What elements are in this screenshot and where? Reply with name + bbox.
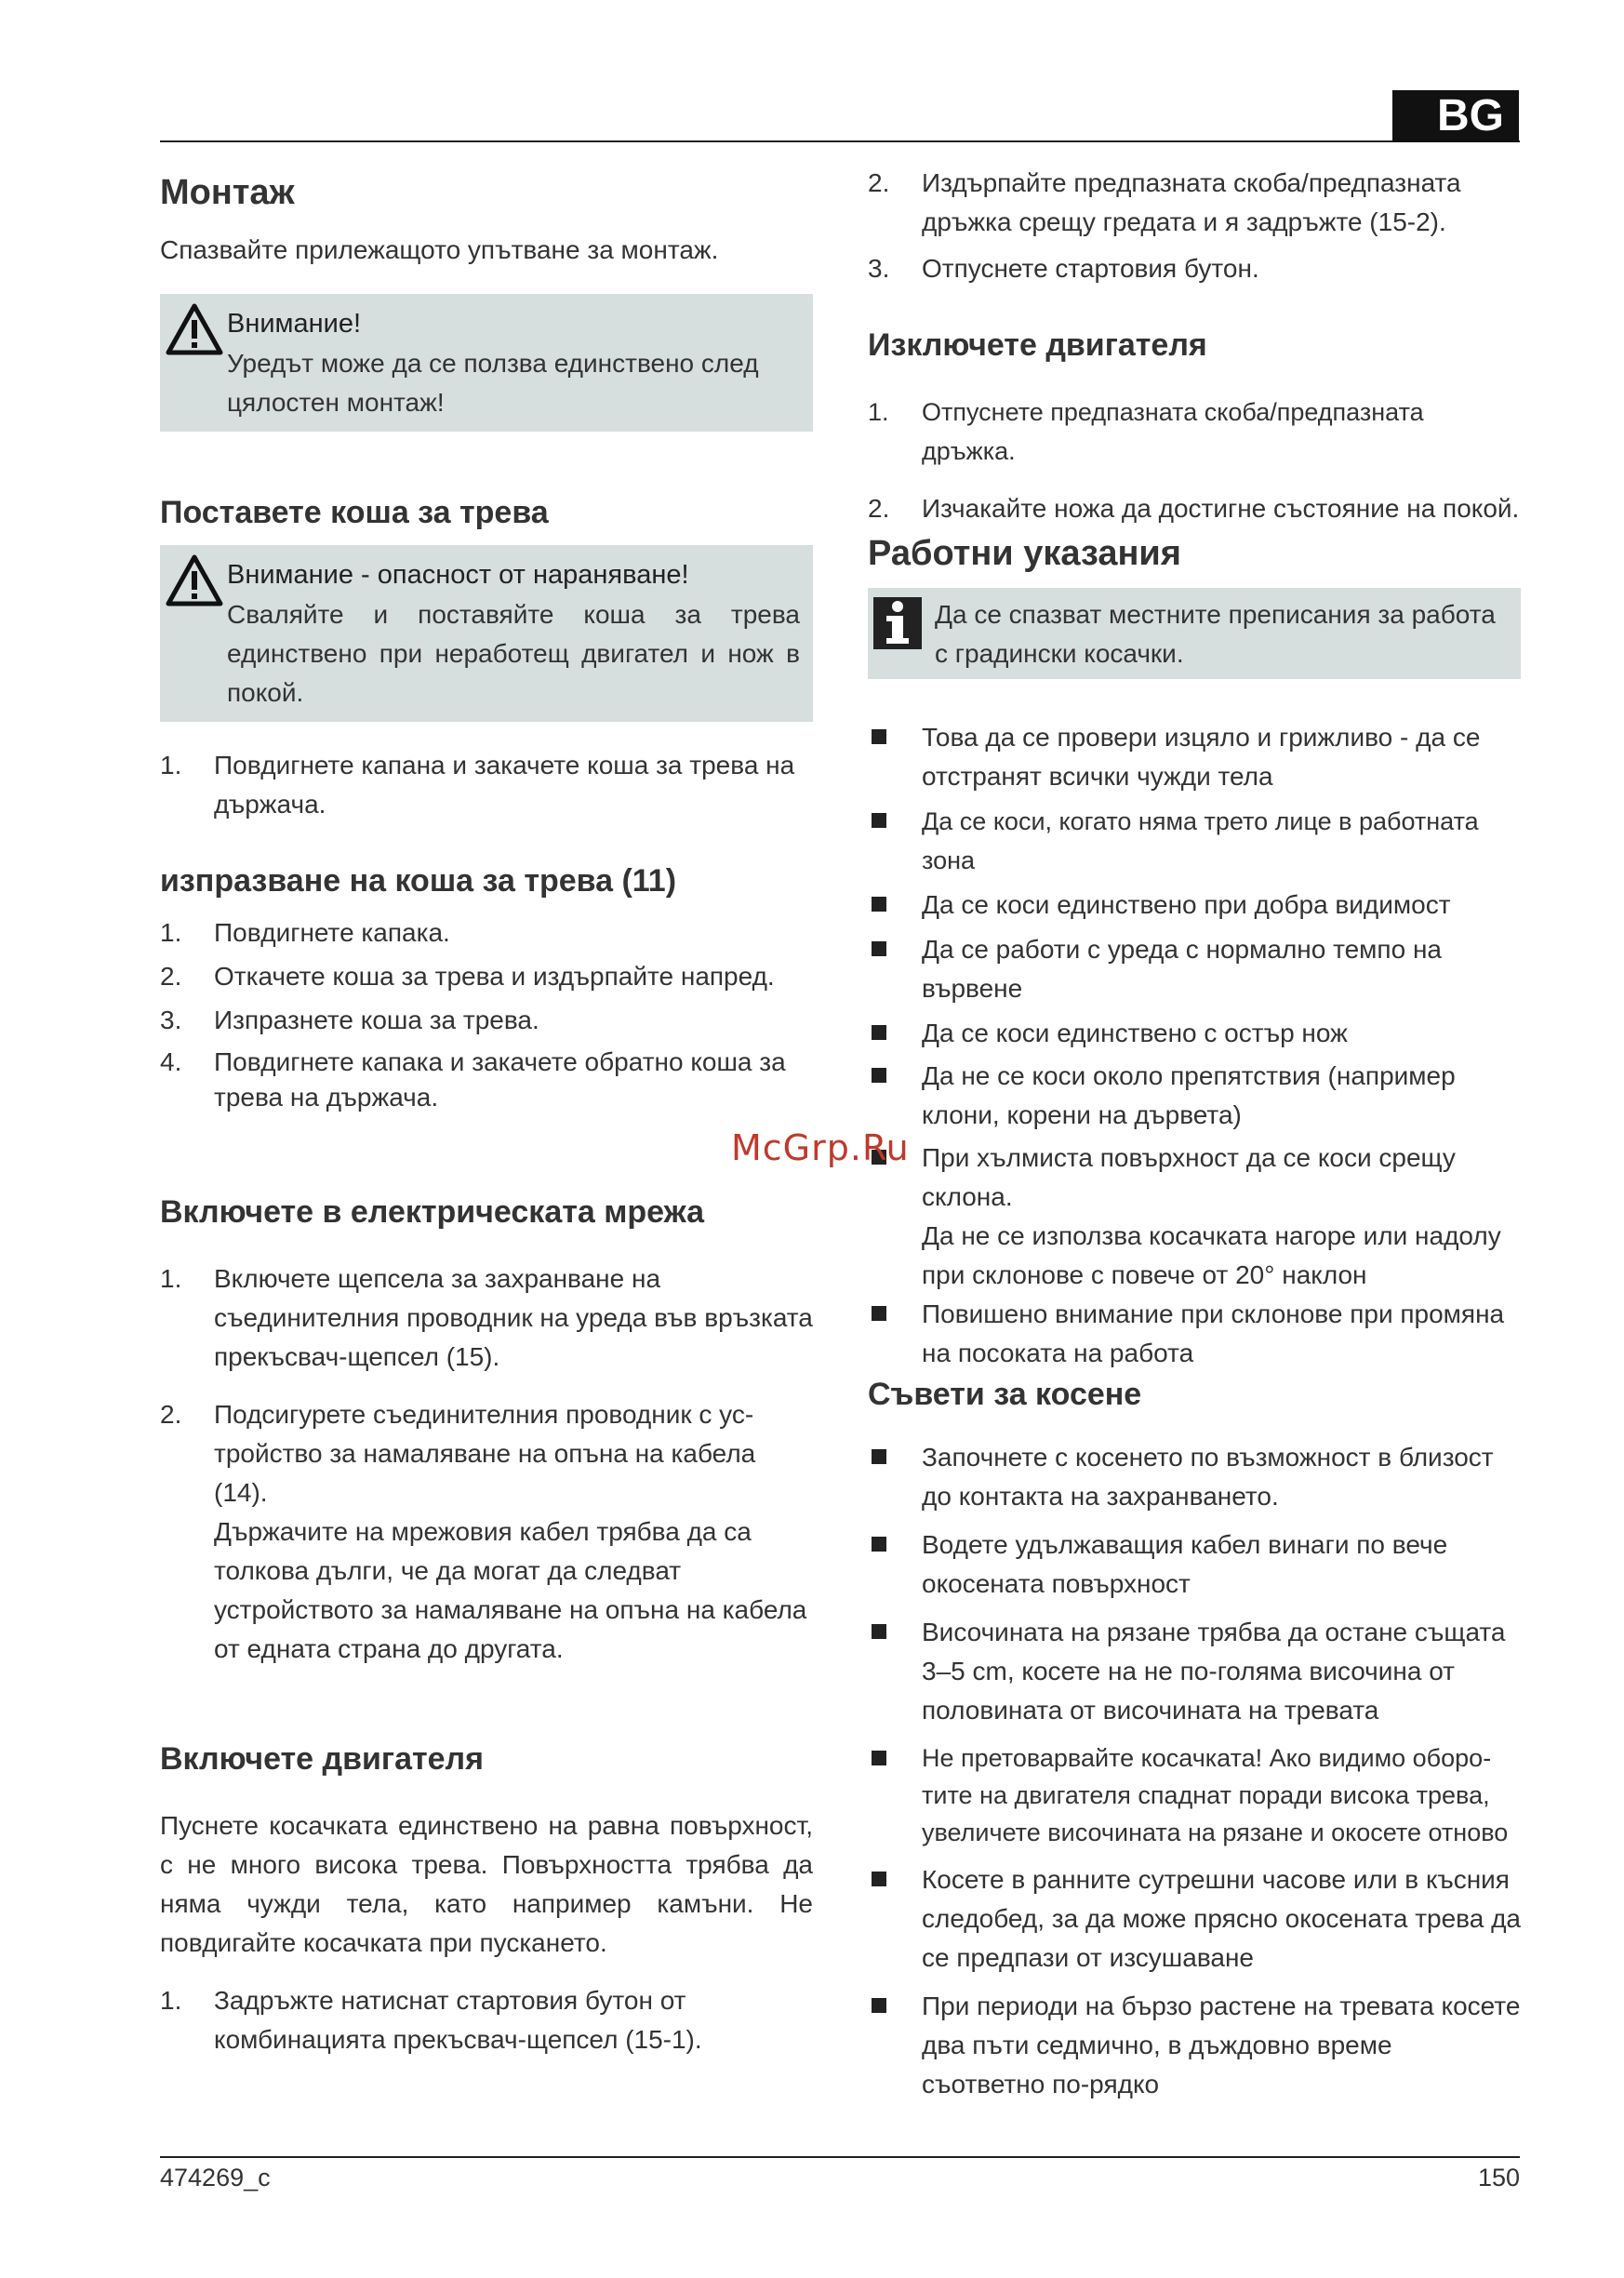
footer-doc-id: 474269_c [160, 2164, 271, 2191]
engine-off-steps [868, 393, 1521, 528]
section-title-basket: Поставете коша за трева [160, 495, 549, 530]
list-item: 1. Отпуснете предпазната скоба/предпазната дръжка. [868, 398, 1424, 465]
tips-bullets [868, 1438, 1521, 2104]
list-item: 4. Повдигнете капака и закачете обратно коша за трева на държача. [160, 1047, 786, 1112]
list-item: 2. Издърпайте предпазната скоба/предпазната дръжка срещу гредата и я задръжте (15-2). [868, 168, 1461, 236]
basket-steps [160, 746, 813, 824]
list-item: Да се работи с уреда с нормално темпо на вървене [868, 930, 1521, 1008]
section-title-engine-on: Включете двигателя [160, 1741, 484, 1777]
mains-steps [160, 1259, 813, 1669]
warning-box-montazh [160, 294, 813, 432]
list-item: Височината на рязане трябва да остане същата 3–5 cm, косете на не по-голяма височина от половината от височината на тревата [868, 1613, 1521, 1730]
warning-title: Внимание - опасност от нараняване! [227, 560, 689, 590]
list-item: 3. Изпразнете коша за трева. [160, 1006, 539, 1034]
engine-on-steps-cont [868, 164, 1521, 288]
list-item: Водете удължаващия кабел винаги по вече окосената повърхност [868, 1525, 1521, 1604]
info-icon [873, 597, 922, 649]
work-bullets [868, 718, 1521, 1373]
list-item: При хълмиста повърхност да се коси срещу склона. Да не се използва косачката нагоре или надолу при склонове с повече от 20° наклон [868, 1139, 1521, 1295]
section-title-empty-basket: изпразване на коша за трева (11) [160, 863, 677, 899]
empty-steps [160, 913, 813, 1115]
list-item: Започнете с косенето по възможност в близост до контакта на захранването. [868, 1438, 1521, 1516]
section-title-engine-off: Изключете двигателя [868, 327, 1207, 363]
section-title-mains: Включете в електрическата мрежа [160, 1194, 705, 1230]
list-item: 1. Повдигнете капака. [160, 918, 450, 947]
section-title-work: Работни указания [868, 534, 1181, 573]
warning-triangle-icon [166, 554, 223, 606]
list-item: Косете в ранните сутрешни часове или в късния следобед, за да може прясно окосената трева да се предпази от изсушаване [868, 1860, 1521, 1978]
engine-on-text: Пуснете косачката единствено на равна повърхност, с не много висока трева. Повърхността трябва да няма чужди тела, като например камъни. Не повдигайте косачката при пускането. [160, 1811, 813, 1957]
montazh-text: Спазвайте прилежащото упътване за монтаж. [160, 235, 719, 264]
warning-triangle-icon [166, 303, 223, 355]
section-title-tips: Съвети за косене [868, 1377, 1142, 1412]
info-text: Да се спазват местните преписания за работа с градински косачки. [935, 600, 1496, 668]
info-box [868, 588, 1521, 679]
list-item: 1. Задръжте натиснат стартовия бутон от комбинацията прекъсвач-щепсел (15-1). [160, 1986, 702, 2054]
engine-on-steps [160, 1981, 813, 2059]
list-item: Повишено внимание при склонове при промяна на посоката на работа [868, 1295, 1521, 1373]
warning-title: Внимание! [227, 309, 362, 339]
list-item: 3. Отпуснете стартовия бутон. [868, 254, 1259, 283]
section-title-montazh: Монтаж [160, 173, 295, 212]
list-item: Не претоварвайте косачката! Ако видимо оборо-тите на двигателя спаднат поради висока трева, увеличете височината на рязане и окосете отново [868, 1739, 1521, 1851]
list-item: 2. Изчакайте ножа да достигне състояние на покой. [868, 494, 1520, 523]
footer-rule [160, 2156, 1520, 2158]
warning-text: Уредът може да се ползва единствено след цялостен монтаж! [227, 349, 759, 417]
warning-text: Сваляйте и поставяйте коша за трева единствено при неработещ двигател и нож в покой. [227, 600, 800, 707]
list-item: Това да се провери изцяло и грижливо - да се отстранят всички чужди тела [868, 718, 1521, 796]
list-item: Да не се коси около препятствия (например клони, корени на дървета) [868, 1057, 1521, 1135]
page-number: 150 [1477, 2164, 1520, 2191]
list-item: Да се коси единствено с остър нож [868, 1014, 1521, 1053]
list-item: 1. Повдигнете капана и закачете коша за трева на държача. [160, 751, 795, 819]
list-item: При периоди на бързо растене на тревата косете два пъти седмично, в дъждовно време съответно по-рядко [868, 1987, 1521, 2104]
watermark: McGrp.Ru [731, 1127, 910, 1168]
warning-box-basket [160, 545, 813, 722]
list-item: 2. Откачете коша за трева и издърпайте напред. [160, 962, 775, 991]
list-item: Да се коси, когато няма трето лице в работната зона [868, 802, 1521, 880]
list-item: 1. Включете щепсела за захранване на съединителния проводник на уреда във връзката прекъсвач-щепсел (15). [160, 1264, 813, 1371]
list-item: Да се коси единствено при добра видимост [868, 886, 1521, 925]
list-item: 2. Подсигурете съединителния проводник с ус-тройство за намаляване на опъна на кабела (14). Държачите на мрежовия кабел трябва да са толкова дълги, че да могат да следват устройството за намаляване на опъна на кабела от едната страна до другата. [160, 1400, 807, 1663]
language-tab: BG [1392, 90, 1519, 142]
header-rule [160, 140, 1520, 142]
